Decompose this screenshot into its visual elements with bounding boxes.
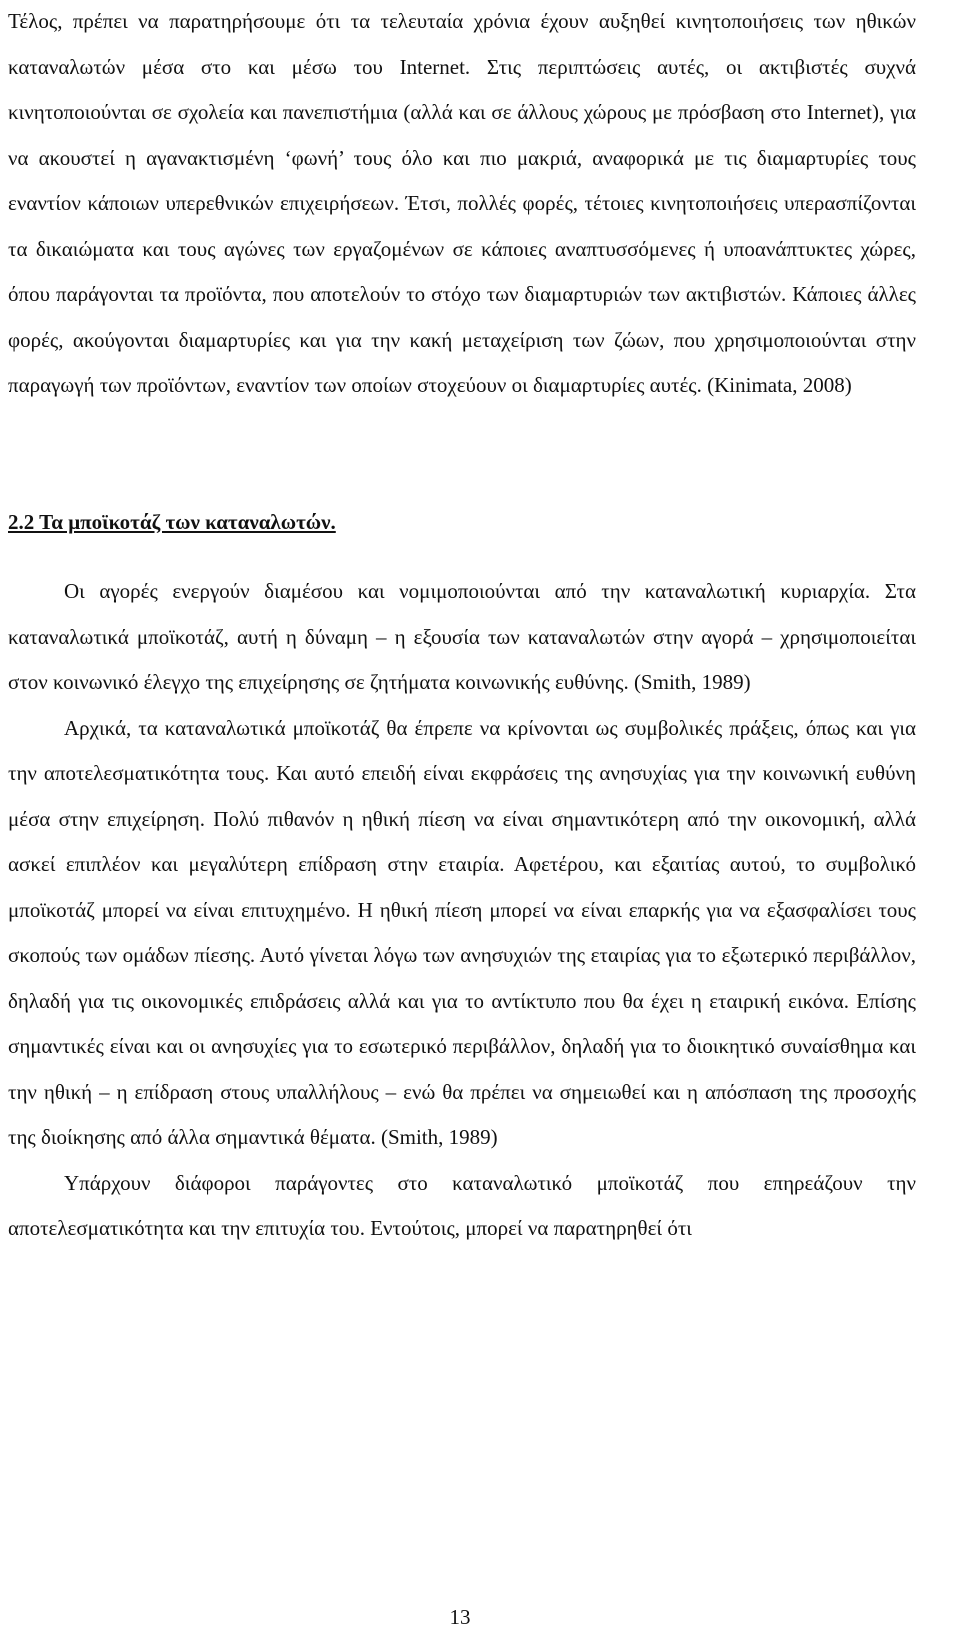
body-paragraph: Υπάρχουν διάφοροι παράγοντες στο καταναλωτικό μποϊκοτάζ που επηρεάζουν την αποτελεσματικότητα και την επιτυχία του. Εντούτοις, μπορεί να παρατηρηθεί ότι	[8, 1170, 916, 1240]
document-page	[8, 0, 916, 1252]
section-heading: 2.2 Τα μποϊκοτάζ των καταναλωτών.	[8, 509, 336, 534]
body-paragraph: Αρχικά, τα καταναλωτικά μποϊκοτάζ θα έπρεπε να κρίνονται ως συμβολικές πράξεις, όπως και για την αποτελεσματικότητα τους. Και αυτό επειδή είναι εκφράσεις της ανησυχίας για την κοινωνική ευθύνη μέσα στην επιχείρηση. Πολύ πιθανόν η ηθική πίεση να είναι σημαντικότερη από την οικονομική, αλλά ασκεί επιπλέον και μεγαλύτερη επίδραση στην εταιρία. Αφετέρου, και εξαιτίας αυτού, το συμβολικό μποϊκοτάζ μπορεί να είναι επιτυχημένο. Η ηθική πίεση μπορεί να είναι επαρκής για να εξασφαλίσει τους σκοπούς των ομάδων πίεσης. Αυτό γίνεται λόγω των ανησυχιών της εταιρίας για το εξωτερικό περιβάλλον, δηλαδή για τις οικονομικές επιδράσεις αλλά και για το αντίκτυπο που θα έχει η εταιρική εικόνα. Επίσης σημαντικές είναι και οι ανησυχίες για το εσωτερικό περιβάλλον, δηλαδή για το διοικητικό συναίσθημα και την ηθική – η επίδραση στους υπαλλήλους – ενώ θα πρέπει να σημειωθεί και η απόσπαση της προσοχής της διοίκησης από άλλα σημαντικά θέματα. (Smith, 1989)	[8, 715, 916, 1149]
intro-paragraph: Τέλος, πρέπει να παρατηρήσουμε ότι τα τελευταία χρόνια έχουν αυξηθεί κινητοποιήσεις των ηθικών καταναλωτών μέσα στο και μέσω του Internet. Στις περιπτώσεις αυτές, οι ακτιβιστές συχνά κινητοποιούνται σε σχολεία και πανεπιστήμια (αλλά και σε άλλους χώρους με πρόσβαση στο Internet), για να ακουστεί η αγανακτισμένη ‘φωνή’ τους όλο και πιο μακριά, αναφορικά με τις διαμαρτυρίες τους εναντίον κάποιων υπερεθνικών επιχειρήσεων. Έτσι, πολλές φορές, τέτοιες κινητοποιήσεις υπερασπίζονται τα δικαιώματα και τους αγώνες των εργαζομένων σε κάποιες αναπτυσσόμενες ή υποανάπτυκτες χώρες, όπου παράγονται τα προϊόντα, που αποτελούν το στόχο των διαμαρτυριών των ακτιβιστών. Κάποιες άλλες φορές, ακούγονται διαμαρτυρίες και για την κακή μεταχείριση των ζώων, που χρησιμοποιούνται στην παραγωγή των προϊόντων, εναντίον των οποίων στοχεύουν οι διαμαρτυρίες αυτές. (Kinimata, 2008)	[8, 9, 916, 397]
body-paragraph: Οι αγορές ενεργούν διαμέσου και νομιμοποιούνται από την καταναλωτική κυριαρχία. Στα καταναλωτικά μποϊκοτάζ, αυτή η δύναμη – η εξουσία των καταναλωτών στην αγορά – χρησιμοποιείται στον κοινωνικό έλεγχο της επιχείρησης σε ζητήματα κοινωνικής ευθύνης. (Smith, 1989)	[8, 579, 916, 694]
page-number: 13	[449, 1605, 471, 1629]
